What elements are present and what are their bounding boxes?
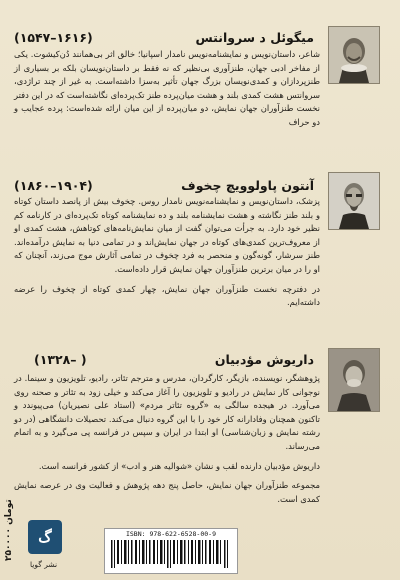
moaddabian-bio: [14, 372, 320, 512]
chekhov-bio-paragraph: پزشک، داستان‌نویس و نمایشنامه‌نویس نامدار روس. چخوف بیش از پانصد داستان کوتاه و بلند طنز نگاشته و هشت نمایشنامه بلند و ده نمایشنامه کوتاه تک‌پرده‌ای در کارنامه کم نظیر خود دارد. به جرأت می‌توان گفت از میان نمایش‌نامه‌های کوتاهش، هشت کمدی او از معروف‌ترین کمدی‌های کوتاه در جهان نمایش‌اند و در تمامی دنیا به نمایش درآمده‌اند. طنز سرشار، گونه‌گون و منحصر به فرد چخوف در تمامی آثارش موج می‌زند، آنچنان که او را در میان برترین طنزآوران جهان نمایش قرار داده‌است.: [14, 196, 320, 274]
cervantes-dates: (۱۵۴۷–۱۶۱۶): [14, 30, 93, 45]
barcode-icon: [111, 539, 231, 569]
moaddabian-dates: (۱۳۲۸– ): [34, 352, 87, 367]
price-label: ۲۵۰۰۰۰ تومان: [4, 499, 14, 561]
publisher-logo: گ: [28, 520, 62, 554]
chekhov-bio: [14, 195, 320, 316]
isbn-barcode: [104, 528, 238, 574]
cervantes-bio: [14, 48, 320, 136]
moaddabian-bio-paragraph: داریوش مؤدبیان دارنده لقب و نشان «شوالیه هنر و ادب» از کشور فرانسه است.: [38, 460, 320, 471]
cervantes-portrait: [328, 26, 380, 84]
publisher-name: نشر گویا: [30, 560, 58, 569]
moaddabian-bio-paragraph: مجموعه طنزآوران جهان نمایش، حاصل پنج دهه پژوهش و فعالیت وی در عرصه نمایش کمدی است.: [14, 480, 320, 504]
chekhov-portrait: [328, 172, 380, 230]
cervantes-bio-paragraph: شاعر، داستان‌نویس و نمایشنامه‌نویس نامدار اسپانیا؛ خالق اثر بی‌همانند دُن‌کیشوت. یکی از مفاخر ادبی جهان، طنزآوری بی‌نظیر که نه فقط بر داستان‌نویسان بلکه بر بسیاری از طنزپردازان و کمدی‌نویسان بزرگ جهان تأثیر به‌سزا داشته‌است. به غیر از چند تراژدی، سروانتس هشت کمدی بلند و هشت میان‌پرده طنز تک‌پرده‌ای نگاشته‌است که در این دفتر نخست طنزآوران جهان نمایش، دو میان‌پرده از این میان ارائه شده‌است: پرده عجایب و دو حراف: [14, 49, 320, 127]
chekhov-dates: (۱۸۶۰–۱۹۰۴): [14, 178, 93, 193]
chekhov-bio-paragraph: در دفترچه نخست طنزآوران جهان نمایش، چهار کمدی کوتاه از چخوف را عرضه داشته‌ایم.: [14, 283, 320, 308]
isbn-number: ISBN: 978-622-6528-00-9: [125, 530, 216, 538]
moaddabian-portrait: [328, 348, 380, 412]
moaddabian-title: داریوش مؤدبیان: [214, 352, 314, 367]
moaddabian-bio-paragraph: پژوهشگر، نویسنده، بازیگر، کارگردان، مدرس و مترجم تئاتر، رادیو، تلویزیون و سینما. در نوجوانی کار نمایش در رادیو و تلویزیون را آغاز می‌کند و خیلی زود به تئاتر و صحنه روی می‌آورد. در هیجده سالگی به «گروه تئاتر مردم» (استاد علی نصیریان) می‌پیوندد و تاکنون همچنان وفادارانه کار خود را با این گروه دنبال می‌کند. تحصیلات دانشگاهی (در دو رشته نمایش و زبان‌شناسی) او ابتدا در ایران و سپس در فرانسه پی می‌گیرد و به اتمام می‌رساند.: [14, 373, 320, 451]
chekhov-title: آنتون پاولوویچ چخوف: [181, 178, 314, 193]
cervantes-title: میگوئل د سروانتس: [195, 30, 314, 45]
